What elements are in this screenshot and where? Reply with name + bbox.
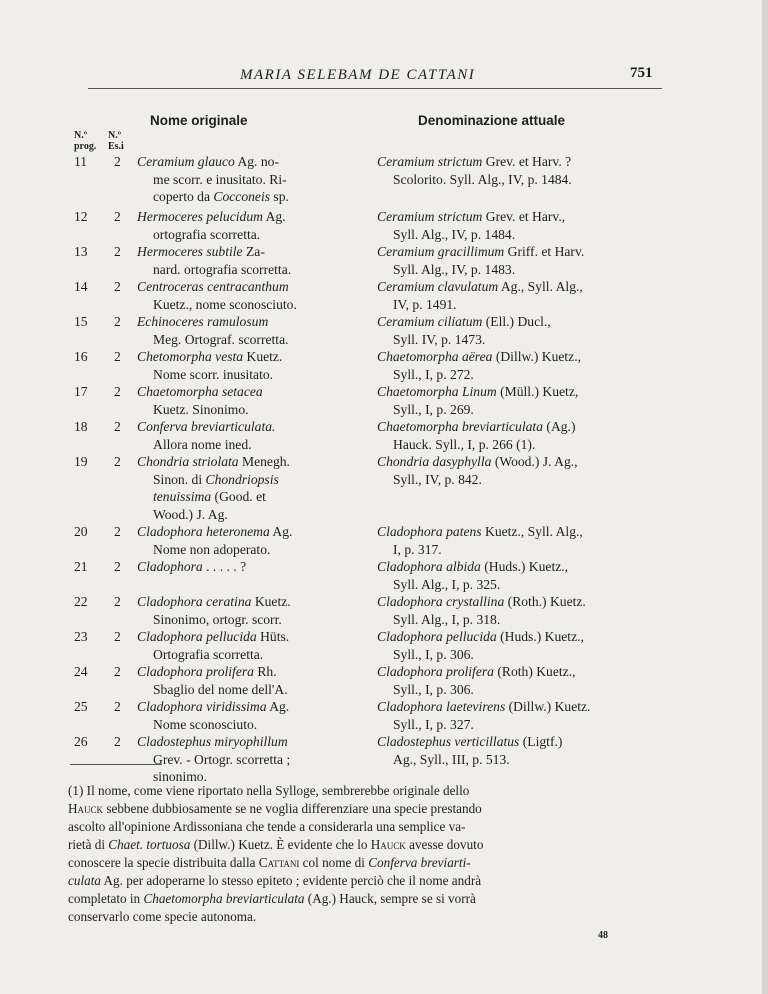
text-span: 2 (114, 384, 121, 399)
text-span: Ceramium clavulatum (377, 279, 499, 294)
text-span: 24 (74, 664, 88, 679)
column-header-specimens (108, 130, 124, 152)
signature-mark: 48 (598, 930, 608, 941)
text-span: 2 (114, 524, 121, 539)
current-name (377, 628, 645, 663)
current-name (377, 663, 645, 698)
text-span: sebbene dubbiosamente se ne voglia differenziare una specie prestando (103, 801, 482, 816)
text-span: (Huds.) Kuetz., (496, 629, 584, 644)
text-span: Cladophora heteronema (137, 524, 270, 539)
text-span: Syll. Alg., IV, p. 1483. (393, 261, 516, 277)
original-name (137, 733, 359, 786)
text-span: Syll. Alg., I, p. 318. (393, 611, 501, 627)
text-span: 25 (74, 699, 88, 714)
text-span: Chetomorpha vesta (137, 349, 244, 364)
text-span: (Good. et (211, 489, 266, 505)
original-name (137, 453, 359, 523)
text-span: 2 (114, 559, 121, 574)
text-span: 2 (114, 314, 121, 329)
text-span: Ag. (266, 699, 290, 714)
current-name (377, 208, 645, 243)
text-span: (Huds.) Kuetz., (480, 559, 569, 574)
text-span: avesse dovuto (405, 837, 484, 852)
text-span: 16 (74, 349, 88, 364)
current-name (377, 243, 645, 278)
text-span: 14 (74, 279, 88, 294)
current-name (377, 383, 645, 418)
text-span: conoscere la specie distribuita dalla (68, 855, 259, 870)
text-span: Echinoceres ramulosum (137, 314, 269, 329)
text-span: me scorr. e inusitato. Ri- (153, 171, 287, 187)
text-span: Ag., Syll. Alg., (498, 279, 583, 294)
text-span: Syll., I, p. 272. (393, 366, 474, 382)
footnote (68, 782, 648, 926)
text-span: Sinon. di (153, 471, 206, 487)
text-span: Grev. et Harv., (482, 209, 566, 224)
text-span: 23 (74, 629, 88, 644)
text-span: (Ag.) (543, 419, 576, 434)
text-span: Hauck (370, 837, 406, 852)
text-span: (Ligtf.) (519, 734, 563, 749)
text-span: Conferva breviarticulata. (137, 419, 276, 434)
text-span: 2 (114, 699, 121, 714)
text-span: Chondria dasyphylla (377, 454, 492, 469)
text-span: Hermoceres subtile (137, 244, 243, 259)
text-span: (Roth) Kuetz., (493, 664, 576, 679)
text-span: Syll. Alg., I, p. 325. (393, 576, 501, 592)
text-span: 2 (114, 734, 121, 749)
text-span: (1) Il nome, come viene riportato nella Sylloge, sembrerebbe originale dello (68, 783, 470, 798)
text-span: Ceramium glauco (137, 154, 235, 169)
text-span: Cladophora crystallina (377, 594, 505, 609)
text-span: 15 (74, 314, 88, 329)
text-span: Cladophora (137, 559, 203, 574)
original-name (137, 348, 359, 383)
text-span: Grev. - Ortogr. scorretta ; (153, 751, 291, 767)
text-span: Kuetz. (243, 349, 283, 364)
text-span: 19 (74, 454, 88, 469)
text-span: IV, p. 1491. (393, 296, 457, 312)
original-name (137, 698, 359, 733)
text-span: Ag. (269, 524, 293, 539)
footnote-rule (70, 764, 162, 765)
text-span: Cladophora pellucida (377, 629, 497, 644)
text-span: Kuetz., Syll. Alg., (481, 524, 583, 539)
current-name (377, 313, 645, 348)
text-span: Cattani (258, 855, 300, 870)
text-span: 17 (74, 384, 88, 399)
text-span: Nome sconosciuto. (153, 716, 258, 732)
text-span: 2 (114, 454, 121, 469)
text-span: Centroceras centracanthum (137, 279, 289, 294)
text-span: conservarlo come specie autonoma. (68, 909, 257, 924)
text-span: Chondriopsis (205, 471, 279, 487)
text-span: Cladophora prolifera (377, 664, 494, 679)
current-name (377, 348, 645, 383)
text-span: 12 (74, 209, 88, 224)
text-span: . . . . . ? (202, 559, 247, 574)
text-span: Wood.) J. Ag. (153, 506, 228, 522)
text-span: Grev. et Harv. ? (482, 154, 572, 169)
text-span: Conferva breviarti- (368, 855, 471, 870)
original-name (137, 593, 359, 628)
text-span: Chaetomorpha Linum (377, 384, 497, 399)
original-name (137, 243, 359, 278)
text-span: Ceramium strictum (377, 154, 483, 169)
row-number: 11 (74, 154, 88, 169)
page-edge (762, 0, 768, 994)
column-header-num (74, 130, 96, 152)
current-name (377, 698, 645, 733)
text-span: 22 (74, 594, 88, 609)
text-span: Griff. et Harv. (504, 244, 585, 259)
text-span: (Dillw.) Kuetz. (505, 699, 591, 714)
text-span: 18 (74, 419, 88, 434)
text-span: Hauck (68, 801, 104, 816)
original-name (137, 208, 359, 243)
text-span: sp. (270, 189, 289, 205)
original-name (137, 523, 359, 558)
text-span: Ortografia scorretta. (153, 646, 264, 662)
current-name (377, 558, 645, 593)
text-span: Cladostephus miryophillum (137, 734, 288, 749)
text-span: Hauck. Syll., I, p. 266 (1). (393, 436, 536, 452)
text-span: 2 (114, 594, 121, 609)
text-span: Syll., I, p. 327. (393, 716, 474, 732)
text-span: Syll. Alg., IV, p. 1484. (393, 226, 516, 242)
original-name (137, 663, 359, 698)
text-span: Sbaglio del nome dell'A. (153, 681, 288, 697)
text-span: coperto da (153, 189, 214, 205)
text-span: Cladophora patens (377, 524, 482, 539)
text-span: Chaet. tortuosa (108, 837, 191, 852)
current-name (377, 453, 645, 488)
text-span: 2 (114, 419, 121, 434)
text-span: (Dillw.) Kuetz., (492, 349, 582, 364)
text-span: 2 (114, 629, 121, 644)
running-title: MARIA SELEBAM DE CATTANI (240, 67, 476, 83)
text-span: Cladophora ceratina (137, 594, 252, 609)
text-span: 26 (74, 734, 88, 749)
page-number: 751 (630, 65, 653, 81)
text-span: Menegh. (238, 454, 290, 469)
specimen-count: 2 (114, 154, 121, 169)
original-name (137, 278, 359, 313)
text-span: Cladophora viridissima (137, 699, 267, 714)
text-span: Nome non adoperato. (153, 541, 271, 557)
original-name (137, 628, 359, 663)
text-span: Chaetomorpha breviarticulata (143, 891, 305, 906)
text-span: rietà di (68, 837, 109, 852)
text-span: Ceramium gracillimum (377, 244, 505, 259)
text-span: Chaetomorpha setacea (137, 384, 263, 399)
current-name (377, 523, 645, 558)
text-span: Ag., Syll., III, p. 513. (393, 751, 510, 767)
text-span: Meg. Ortograf. scorretta. (153, 331, 289, 347)
text-span: Nome scorr. inusitato. (153, 366, 274, 382)
text-span: nard. ortografia scorretta. (153, 261, 292, 277)
text-span: (Dillw.) Kuetz. È evidente che lo (190, 837, 371, 852)
text-span: Za- (242, 244, 265, 259)
current-name (377, 733, 645, 768)
text-span: Syll., I, p. 269. (393, 401, 474, 417)
text-span: Cladophora albida (377, 559, 481, 574)
text-span: (Roth.) Kuetz. (504, 594, 586, 609)
text-span: Cladophora laetevirens (377, 699, 506, 714)
current-name (377, 153, 645, 188)
text-span: 2 (114, 349, 121, 364)
text-span: 13 (74, 244, 88, 259)
original-name (137, 153, 359, 206)
text-span: Chaetomorpha aërea (377, 349, 493, 364)
current-name (377, 418, 645, 453)
text-span: Cladostephus verticillatus (377, 734, 520, 749)
text-span: 21 (74, 559, 88, 574)
text-span: col nome di (299, 855, 369, 870)
text-span: sinonimo. (153, 769, 208, 785)
column-header-original: Nome originale (150, 113, 248, 128)
text-span: Ag. (262, 209, 286, 224)
text-span: 2 (114, 209, 121, 224)
current-name (377, 593, 645, 628)
text-span: culata (68, 873, 101, 888)
text-span: Rh. (253, 664, 277, 679)
original-name (137, 383, 359, 418)
text-span: Hermoceres pelucidum (137, 209, 263, 224)
text-span: (Müll.) Kuetz, (496, 384, 579, 399)
text-span: Kuetz., nome sconosciuto. (153, 296, 297, 312)
text-span: Kuetz. Sinonimo. (153, 401, 249, 417)
text-span: Syll., IV, p. 842. (393, 471, 482, 487)
text-span: (Wood.) J. Ag., (491, 454, 578, 469)
text-span: Syll. IV, p. 1473. (393, 331, 486, 347)
text-span: Es.i (108, 141, 124, 152)
text-span: ortografia scorretta. (153, 226, 261, 242)
text-span: Sinonimo, ortogr. scorr. (153, 611, 282, 627)
text-span: I, p. 317. (393, 541, 442, 557)
text-span: 2 (114, 664, 121, 679)
text-span: Allora nome ined. (153, 436, 252, 452)
original-name (137, 313, 359, 348)
text-span: Ceramium strictum (377, 209, 483, 224)
text-span: Hüts. (256, 629, 290, 644)
text-span: Ceramium ciliatum (377, 314, 483, 329)
text-span: ascolto all'opinione Ardissoniana che tende a considerarla una semplice va- (68, 819, 466, 834)
current-name (377, 278, 645, 313)
text-span: Cocconeis (213, 189, 271, 205)
text-span: N.º (108, 130, 122, 141)
text-span: Ag. no- (234, 154, 279, 169)
text-span: prog. (74, 141, 97, 152)
text-span: 20 (74, 524, 88, 539)
text-span: completato in (68, 891, 144, 906)
header-rule (88, 88, 662, 89)
text-span: Chondria striolata (137, 454, 239, 469)
original-name (137, 418, 359, 453)
text-span: Syll., I, p. 306. (393, 646, 474, 662)
text-span: tenuissima (153, 489, 212, 505)
text-span: 2 (114, 279, 121, 294)
column-header-current: Denominazione attuale (418, 113, 566, 128)
text-span: Cladophora pellucida (137, 629, 257, 644)
text-span: Cladophora prolifera (137, 664, 254, 679)
text-span: Scolorito. Syll. Alg., IV, p. 1484. (393, 171, 572, 187)
text-span: Ag. per adoperarne lo stesso epiteto ; evidente perciò che il nome andrà (100, 873, 482, 888)
text-span: Chaetomorpha breviarticulata (377, 419, 544, 434)
text-span: Syll., I, p. 306. (393, 681, 474, 697)
text-span: N.º (74, 130, 88, 141)
text-span: 2 (114, 244, 121, 259)
text-span: Kuetz. (251, 594, 291, 609)
text-span: (Ell.) Ducl., (482, 314, 551, 329)
text-span: (Ag.) Hauck, sempre se si vorrà (304, 891, 476, 906)
original-name (137, 558, 359, 576)
